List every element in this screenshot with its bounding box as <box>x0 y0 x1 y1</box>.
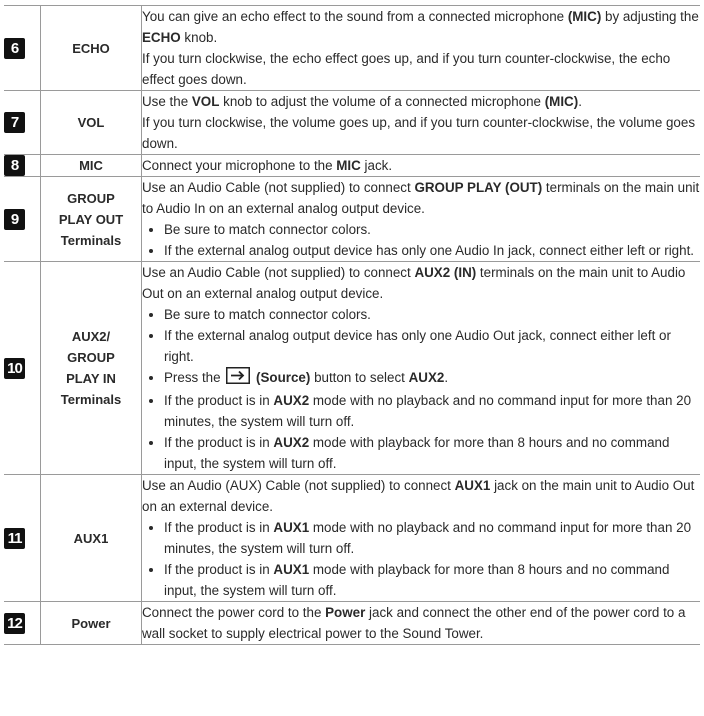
item-description-cell <box>142 262 701 475</box>
bullet-item <box>164 325 700 367</box>
text-run: Press the <box>164 370 225 386</box>
bold-term: ECHO <box>142 30 181 45</box>
item-number-cell <box>4 6 41 91</box>
item-number-cell <box>4 91 41 155</box>
description-paragraph <box>142 262 700 304</box>
bullet-item <box>164 390 700 432</box>
bullet-item <box>164 432 700 474</box>
text-run: Be sure to match connector colors. <box>164 222 371 237</box>
text-run: mode with no playback and no command input for more than 20 minutes, the system will turn off. <box>164 393 692 429</box>
bullet-item <box>164 304 700 325</box>
item-name-line: GROUP <box>67 350 115 365</box>
item-number-cell <box>4 177 41 262</box>
item-name-cell <box>41 155 142 177</box>
bullet-item <box>164 240 700 261</box>
text-run: If you turn clockwise, the echo effect goes up, and if you turn counter-clockwise, the echo effect goes down. <box>142 51 671 87</box>
item-number-badge: 7 <box>4 112 25 133</box>
description-paragraph <box>142 155 700 176</box>
bullet-list <box>142 304 700 474</box>
description-paragraph <box>142 475 700 517</box>
bold-term: MIC <box>336 158 361 173</box>
description-paragraph <box>142 177 700 219</box>
item-description-cell <box>142 91 701 155</box>
item-description-cell <box>142 6 701 91</box>
item-name-line: PLAY IN <box>66 371 116 386</box>
text-run: Connect your microphone to the <box>142 158 337 173</box>
table-row <box>4 155 700 177</box>
bold-term: VOL <box>191 94 220 109</box>
item-description-cell <box>142 475 701 602</box>
item-name-line: Power <box>71 615 111 631</box>
text-run: Connect the power cord to the <box>142 605 326 620</box>
item-number-cell <box>4 155 41 177</box>
text-run: knob to adjust the volume of a connected microphone <box>219 94 545 109</box>
bold-term: AUX1 <box>273 562 310 577</box>
bullet-list <box>142 517 700 601</box>
table-row <box>4 475 700 602</box>
text-run: If the product is in <box>164 520 274 535</box>
table-row <box>4 6 700 91</box>
bold-term: AUX2 (IN) <box>414 265 477 280</box>
source-icon <box>226 367 250 390</box>
item-number-badge: 12 <box>4 613 25 634</box>
description-paragraph <box>142 602 700 644</box>
text-run: mode with playback for more than 8 hours and no command input, the system will turn off. <box>164 435 670 471</box>
description-paragraph <box>142 112 700 154</box>
text-run: jack on the main unit to Audio Out on an external device. <box>142 478 695 514</box>
text-run: If the external analog output device has only one Audio In jack, connect either left or right. <box>164 243 695 258</box>
bold-term: AUX2 <box>273 435 310 450</box>
item-name-line: AUX1 <box>73 530 109 546</box>
bold-term: AUX2 <box>408 370 445 386</box>
text-run: Use the <box>142 94 192 109</box>
item-number-badge: 8 <box>4 155 25 176</box>
bullet-item <box>164 517 700 559</box>
spec-table <box>4 5 700 645</box>
item-name-cell <box>41 475 142 602</box>
bullet-list <box>142 219 700 261</box>
bold-term: Power <box>325 605 366 620</box>
bold-term: (Source) <box>252 370 311 386</box>
text-run: If the product is in <box>164 435 274 450</box>
item-name-cell <box>41 6 142 91</box>
item-description-cell <box>142 602 701 645</box>
bullet-item <box>164 559 700 601</box>
table-row <box>4 91 700 155</box>
item-number-badge: 11 <box>4 528 25 549</box>
item-description-cell <box>142 177 701 262</box>
text-run: Use an Audio Cable (not supplied) to connect <box>142 265 415 280</box>
text-run: terminals on the main unit to Audio In on an external analog output device. <box>142 180 700 216</box>
item-number-badge: 10 <box>4 358 25 379</box>
item-number-cell <box>4 602 41 645</box>
description-paragraph <box>142 48 700 90</box>
item-name-line: PLAY OUT <box>58 211 124 227</box>
text-run: You can give an echo effect to the sound from a connected microphone <box>142 9 568 24</box>
table-row <box>4 602 700 645</box>
bold-term: (MIC) <box>567 9 602 24</box>
text-run: If the product is in <box>164 562 274 577</box>
text-run: jack. <box>360 158 393 173</box>
text-run: by adjusting the <box>601 9 699 24</box>
bold-term: AUX2 <box>273 393 310 408</box>
item-name-line: ECHO <box>72 40 110 56</box>
item-name-line: AUX2/ <box>71 329 111 344</box>
text-run: terminals on the main unit to Audio Out on an external analog output device. <box>142 265 686 301</box>
text-run: If you turn clockwise, the volume goes up, and if you turn counter-clockwise, the volume goes down. <box>142 115 696 151</box>
item-name-line: Terminals <box>60 232 122 248</box>
text-run: Use an Audio Cable (not supplied) to connect <box>142 180 415 195</box>
text-run: . <box>444 370 449 386</box>
text-run: jack and connect the other end of the power cord to a wall socket to supply electrical power to the Sound Tower. <box>142 605 686 641</box>
text-run: If the product is in <box>164 393 274 408</box>
item-name-cell <box>41 91 142 155</box>
item-number-badge: 9 <box>4 209 25 230</box>
item-name-line: MIC <box>79 158 103 173</box>
bullet-item <box>164 219 700 240</box>
text-run: Be sure to match connector colors. <box>164 307 371 322</box>
bold-term: GROUP PLAY (OUT) <box>414 180 543 195</box>
table-row <box>4 262 700 475</box>
text-run: knob. <box>180 30 218 45</box>
text-run: . <box>578 94 582 109</box>
text-run: If the external analog output device has only one Audio Out jack, connect either left or right. <box>164 328 671 364</box>
description-paragraph <box>142 91 700 112</box>
item-name-cell <box>41 262 142 475</box>
item-number-cell <box>4 475 41 602</box>
bold-term: (MIC) <box>544 94 579 109</box>
item-number-badge: 6 <box>4 38 25 59</box>
item-name-line: GROUP <box>67 190 115 206</box>
text-run: mode with no playback and no command input for more than 20 minutes, the system will turn off. <box>164 520 692 556</box>
spec-table-body <box>4 6 700 645</box>
text-run: button to select <box>310 370 409 386</box>
item-number-cell <box>4 262 41 475</box>
bold-term: AUX1 <box>273 520 310 535</box>
item-name-line: VOL <box>77 115 105 130</box>
description-paragraph <box>142 6 700 48</box>
item-description-cell <box>142 155 701 177</box>
bold-term: AUX1 <box>454 478 491 493</box>
table-row <box>4 177 700 262</box>
item-name-cell <box>41 177 142 262</box>
text-run: mode with playback for more than 8 hours and no command input, the system will turn off. <box>164 562 670 598</box>
bullet-item <box>164 367 700 390</box>
item-name-line: Terminals <box>60 392 122 407</box>
text-run: Use an Audio (AUX) Cable (not supplied) to connect <box>142 478 455 493</box>
item-name-cell <box>41 602 142 645</box>
